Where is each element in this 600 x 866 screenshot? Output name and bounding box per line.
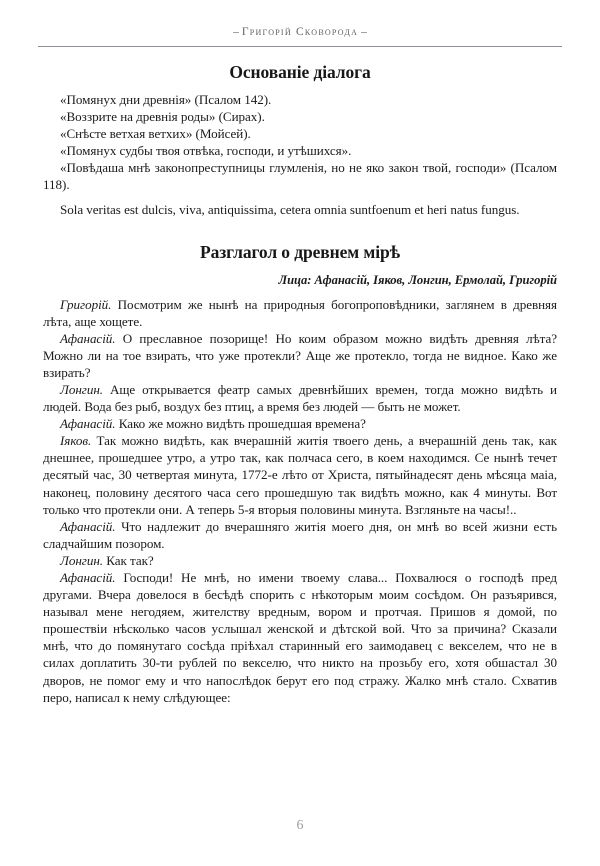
speaker-name: Афанасій. <box>60 518 116 534</box>
speaker-name: Лонгин. <box>60 552 103 568</box>
dialogue-text: Како же можно видѣть прошедшая времена? <box>115 416 366 432</box>
dialogue-text: Аще открывается феатр самых древнѣйших времен, тогда можно видѣть и людей. Вода без рыб, воздух без птиц, а время без людей — быть не может. <box>43 381 557 415</box>
running-head <box>43 26 557 38</box>
running-head-author: Григорій Сковорода <box>241 26 359 38</box>
dialogue-paragraph <box>43 432 557 517</box>
dialogue-text: Так можно видѣть, как вчерашній житія твоего день, а вчерашній день так, как днешнее, прошедшее утро, а утро так, как полчаса сего, в коем находимся. Се нынѣ течет десятый час, 30 четвертая минута, 1772-е лѣто от Христа, пятыйнадесят день мѣсяца маіа, наконец, половину десятого часа сего прошедшую так видѣть можно, как 4 минуты. Вот только что протекли они. А теперь 5-я вторыя половины минута. Взгляньте на часы!.. <box>43 433 557 517</box>
speaker-name: Лонгин. <box>60 381 103 397</box>
dialogue-paragraph <box>43 296 557 330</box>
dialogue-text: Посмотрим же нынѣ на природныя богопроповѣдники, заглянем в древняя лѣта, аще хощете. <box>43 296 557 329</box>
page-content <box>43 62 557 706</box>
dialogue-paragraph <box>43 569 557 706</box>
speaker-name: Афанасій. <box>60 330 116 346</box>
running-head-left-dash: – <box>233 26 239 38</box>
dialogue-paragraph <box>43 552 557 569</box>
dialogue-text: Что надлежит до вчерашняго житія моего дня, он мнѣ во всей жизни есть сладчайшим позором. <box>43 518 557 551</box>
speaker-name: Іяков. <box>60 433 92 449</box>
latin-epigraph: Sola veritas est dulcis, viva, antiquissima, cetera omnia suntfoenum et heri natus fungus. <box>60 202 520 218</box>
speaker-name: Афанасій. <box>60 570 116 585</box>
epigraph-line: «Повѣдаша мнѣ законопреступницы глумленія, но не яко закон твой, господи» (Псалом 118). <box>43 160 557 193</box>
dialogue-text: Как так? <box>103 552 154 568</box>
epigraph-line: «Снѣсте ветхая ветхих» (Мойсей). <box>60 126 251 142</box>
dialogue-text: Господи! Не мнѣ, но имени твоему слава... Похвалюся о господѣ пред другами. Вчера довелося в бесѣдѣ спорить с нѣкоторым моим сосѣдом. Он разъярився, называл мене негодяем, жителству вредным, вором и протчая. Пришов я домой, по прошествіи нѣсколько часов услышал женской и дѣтской вой. Что за причина? Сказали мнѣ, что до помянутаго сосѣда пріѣхал старинный его заимодавец с векселем, что не в силах доплатить 30-ти рублей по векселю, что никто на прозьбу его, хотя обшастал 30 дворов, не помог ему и что напослѣдок берут его под стражу. Жалко мнѣ стало. Схватив перо, написал к нему слѣдующее: <box>43 570 557 705</box>
dialogue-paragraph <box>43 381 557 415</box>
running-head-right-dash: – <box>361 26 367 38</box>
dialogue-text: О преславное позорище! Но коим образом можно видѣть древняя лѣта? Можно ли на тое взирать, что уже протекли? Аще же протекло, тогда не видное. Како же взирать? <box>43 330 557 380</box>
cast-list: Лица: Афанасій, Іяков, Лонгин, Ермолай, Григорій <box>278 273 557 288</box>
speaker-name: Григорій. <box>60 296 112 312</box>
section-heading-razglagol: Разглагол о древнем мірѣ <box>199 241 400 262</box>
section-heading-osnovanie: Основаніе діалога <box>229 62 371 82</box>
epigraph-line: «Воззрите на древнія роды» (Сирах). <box>60 108 265 124</box>
speaker-name: Афанасій. <box>60 416 116 432</box>
dialogue-paragraph <box>43 518 557 552</box>
dialogue-paragraph <box>43 415 557 432</box>
running-head-rule <box>38 46 562 47</box>
dialogue-paragraph <box>43 330 557 381</box>
epigraph-line: «Помянух судбы твоя отвѣка, господи, и утѣшихся». <box>60 143 352 159</box>
page-number: 6 <box>296 818 304 833</box>
epigraph-line: «Помянух дни древнія» (Псалом 142). <box>60 91 272 107</box>
